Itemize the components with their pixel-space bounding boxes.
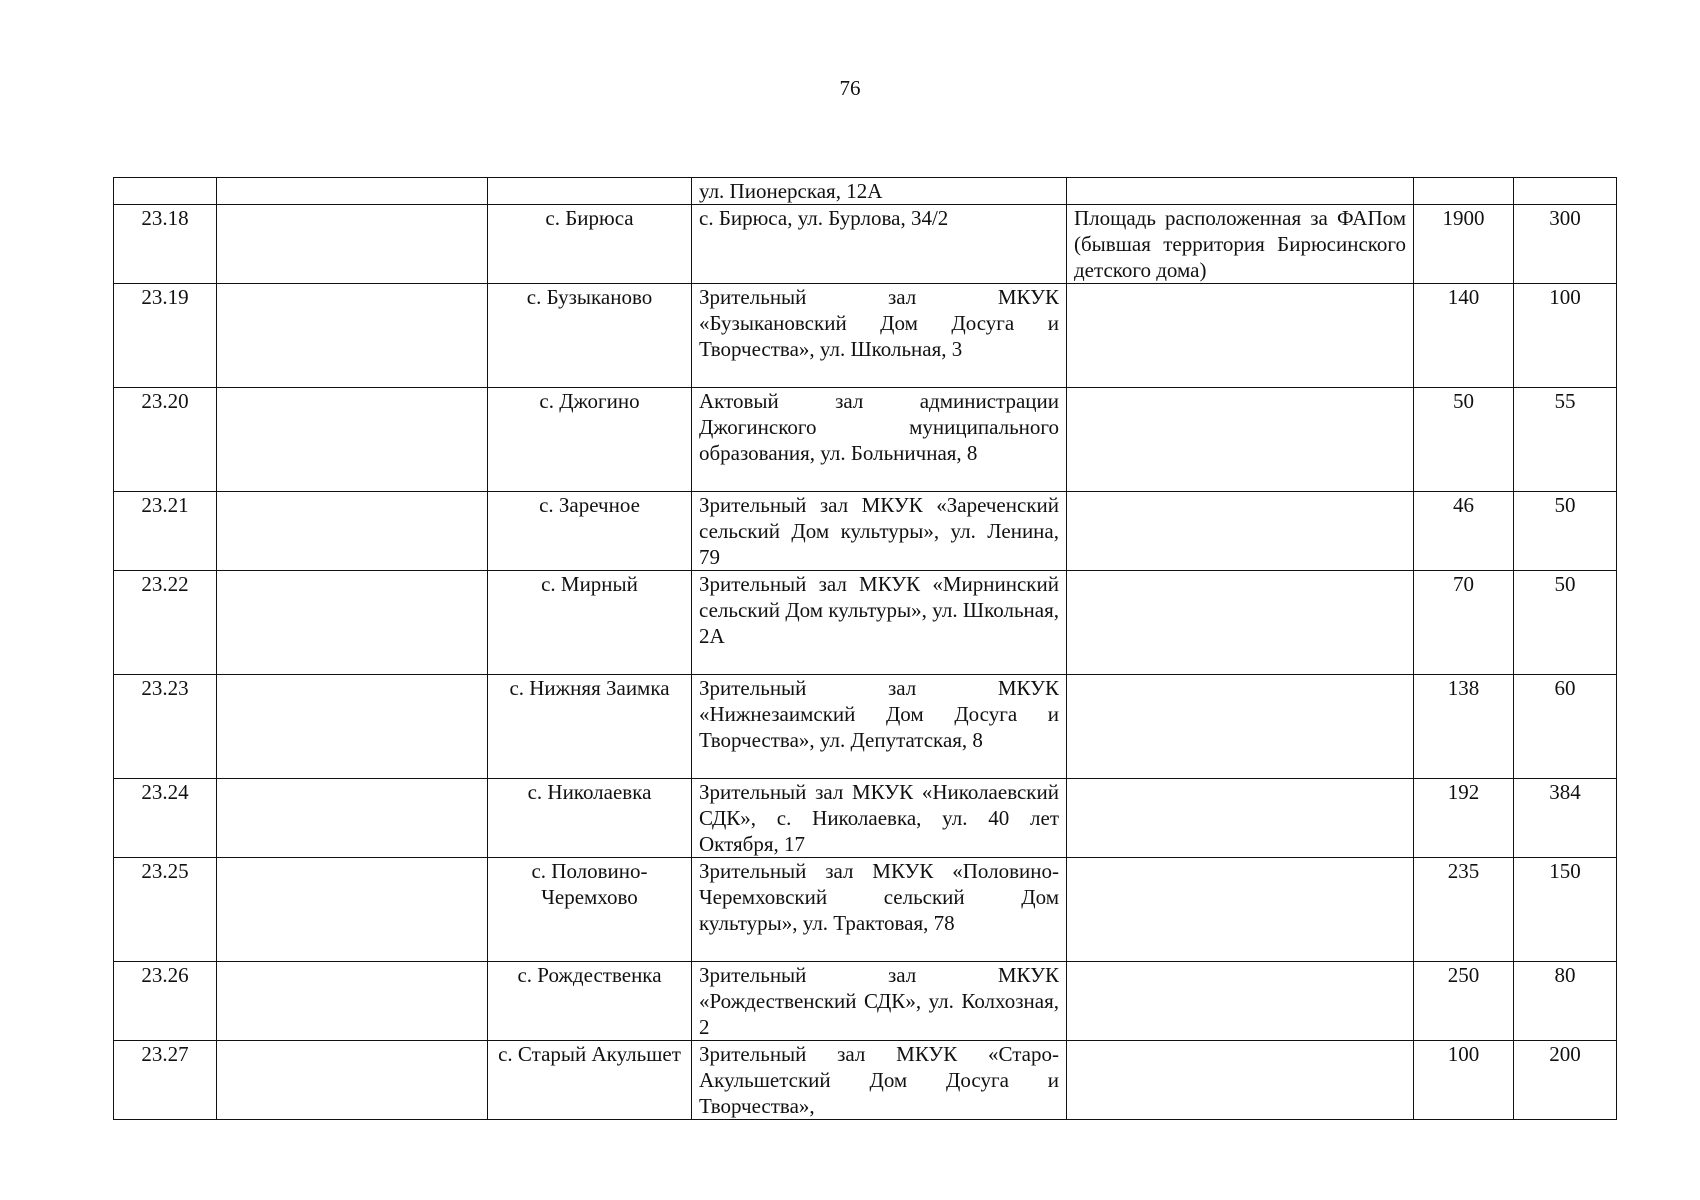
note-cell: [1067, 178, 1414, 205]
row-number-cell: 23.24: [114, 779, 217, 858]
value-1-cell: 235: [1414, 858, 1514, 962]
table-row: [114, 492, 1617, 571]
note-cell: [1067, 675, 1414, 779]
value-1-cell: 250: [1414, 962, 1514, 1041]
row-number-cell: [114, 178, 217, 205]
value-1-cell: [1414, 178, 1514, 205]
note-cell: [1067, 858, 1414, 962]
venue-address-cell: Зрительный зал МКУК «Мирнинский сельский Дом культуры», ул. Школьная, 2А: [692, 571, 1067, 675]
venues-table: [113, 177, 1617, 1120]
table-row: [114, 178, 1617, 205]
value-2-cell: 50: [1514, 492, 1617, 571]
value-2-cell: 384: [1514, 779, 1617, 858]
settlement-cell: с. Мирный: [488, 571, 692, 675]
table-row: [114, 388, 1617, 492]
value-1-cell: 46: [1414, 492, 1514, 571]
note-cell: [1067, 284, 1414, 388]
settlement-cell: с. Бирюса: [488, 205, 692, 284]
blank-cell: [217, 858, 488, 962]
settlement-cell: с. Старый Акульшет: [488, 1041, 692, 1120]
row-number-cell: 23.26: [114, 962, 217, 1041]
venue-address-cell: Зрительный зал МКУК «Нижнезаимский Дом Досуга и Творчества», ул. Депутатская, 8: [692, 675, 1067, 779]
value-2-cell: 300: [1514, 205, 1617, 284]
value-2-cell: 80: [1514, 962, 1617, 1041]
blank-cell: [217, 675, 488, 779]
blank-cell: [217, 571, 488, 675]
blank-cell: [217, 388, 488, 492]
value-1-cell: 100: [1414, 1041, 1514, 1120]
table-row: [114, 571, 1617, 675]
venue-address-cell: Зрительный зал МКУК «Николаевский СДК», с. Николаевка, ул. 40 лет Октября, 17: [692, 779, 1067, 858]
value-1-cell: 140: [1414, 284, 1514, 388]
value-2-cell: 150: [1514, 858, 1617, 962]
row-number-cell: 23.20: [114, 388, 217, 492]
value-2-cell: 55: [1514, 388, 1617, 492]
row-number-cell: 23.27: [114, 1041, 217, 1120]
blank-cell: [217, 962, 488, 1041]
value-2-cell: 200: [1514, 1041, 1617, 1120]
settlement-cell: с. Бузыканово: [488, 284, 692, 388]
venue-address-cell: Зрительный зал МКУК «Бузыкановский Дом Досуга и Творчества», ул. Школьная, 3: [692, 284, 1067, 388]
value-1-cell: 1900: [1414, 205, 1514, 284]
table-row: [114, 858, 1617, 962]
row-number-cell: 23.25: [114, 858, 217, 962]
table-row: [114, 205, 1617, 284]
note-cell: [1067, 492, 1414, 571]
value-1-cell: 70: [1414, 571, 1514, 675]
value-1-cell: 138: [1414, 675, 1514, 779]
settlement-cell: [488, 178, 692, 205]
blank-cell: [217, 1041, 488, 1120]
row-number-cell: 23.21: [114, 492, 217, 571]
venue-address-cell: Зрительный зал МКУК «Зареченский сельский Дом культуры», ул. Ленина, 79: [692, 492, 1067, 571]
note-cell: [1067, 779, 1414, 858]
settlement-cell: с. Николаевка: [488, 779, 692, 858]
value-2-cell: 100: [1514, 284, 1617, 388]
table-row: [114, 1041, 1617, 1120]
note-cell: [1067, 571, 1414, 675]
row-number-cell: 23.19: [114, 284, 217, 388]
blank-cell: [217, 284, 488, 388]
venue-address-cell: Зрительный зал МКУК «Рождественский СДК», ул. Колхозная, 2: [692, 962, 1067, 1041]
venue-address-cell: Актовый зал администрации Джогинского муниципального образования, ул. Больничная, 8: [692, 388, 1067, 492]
table-row: [114, 675, 1617, 779]
settlement-cell: с. Рождественка: [488, 962, 692, 1041]
page-number: 76: [839, 76, 861, 100]
blank-cell: [217, 178, 488, 205]
table-row: [114, 779, 1617, 858]
row-number-cell: 23.23: [114, 675, 217, 779]
row-number-cell: 23.18: [114, 205, 217, 284]
value-1-cell: 192: [1414, 779, 1514, 858]
note-cell: Площадь расположенная за ФАПом (бывшая территория Бирюсинского детского дома): [1067, 205, 1414, 284]
venue-address-cell: Зрительный зал МКУК «Старо-Акульшетский Дом Досуга и Творчества»,: [692, 1041, 1067, 1120]
value-2-cell: 50: [1514, 571, 1617, 675]
venue-address-cell: ул. Пионерская, 12А: [692, 178, 1067, 205]
settlement-cell: с. Половино-Черемхово: [488, 858, 692, 962]
settlement-cell: с. Нижняя Заимка: [488, 675, 692, 779]
row-number-cell: 23.22: [114, 571, 217, 675]
blank-cell: [217, 492, 488, 571]
settlement-cell: с. Заречное: [488, 492, 692, 571]
note-cell: [1067, 1041, 1414, 1120]
blank-cell: [217, 779, 488, 858]
venue-address-cell: Зрительный зал МКУК «Половино-Черемховский сельский Дом культуры», ул. Трактовая, 78: [692, 858, 1067, 962]
blank-cell: [217, 205, 488, 284]
venue-address-cell: с. Бирюса, ул. Бурлова, 34/2: [692, 205, 1067, 284]
table-row: [114, 284, 1617, 388]
value-1-cell: 50: [1414, 388, 1514, 492]
note-cell: [1067, 388, 1414, 492]
value-2-cell: [1514, 178, 1617, 205]
settlement-cell: с. Джогино: [488, 388, 692, 492]
value-2-cell: 60: [1514, 675, 1617, 779]
table-row: [114, 962, 1617, 1041]
note-cell: [1067, 962, 1414, 1041]
